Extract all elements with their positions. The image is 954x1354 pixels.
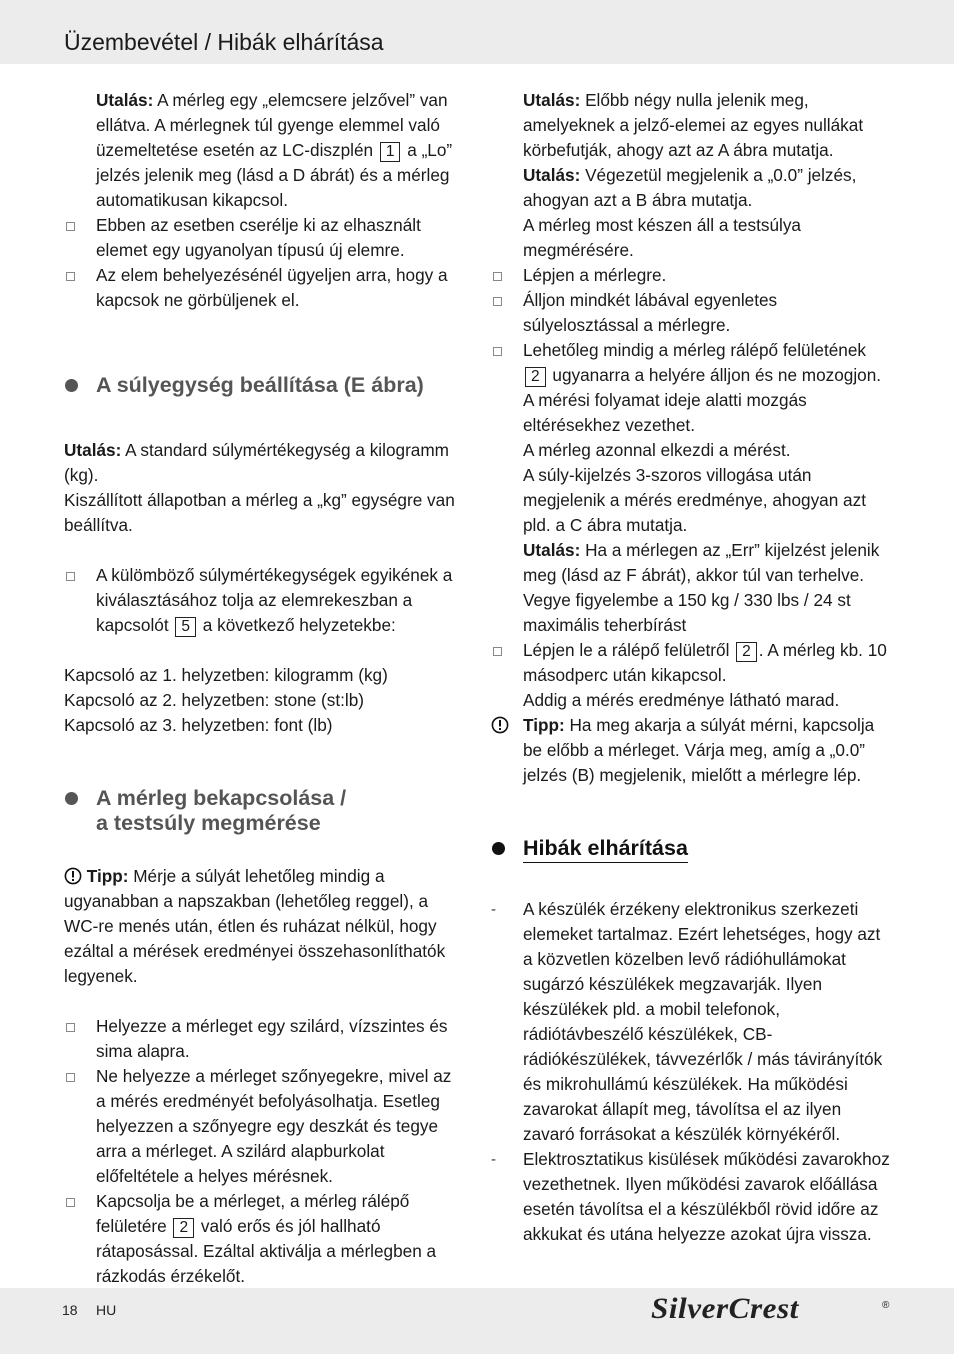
paragraph-result-visible: Addig a mérés eredménye látható marad. bbox=[523, 690, 840, 710]
part-number-box: 5 bbox=[175, 617, 196, 637]
left-column bbox=[64, 88, 464, 1289]
note-text: a „Lo” jelzés jelenik meg (lásd a D ábrát) és a mérleg automatikusan kikapcsol. bbox=[96, 140, 453, 210]
checkbox-bullet-icon bbox=[491, 288, 513, 315]
paragraph-default-unit: Kiszállított állapotban a mérleg a „kg” egységre van beállítva. bbox=[64, 490, 455, 535]
checkbox-bullet-icon bbox=[64, 1064, 86, 1091]
list-item bbox=[64, 213, 464, 263]
part-number-box: 2 bbox=[173, 1218, 194, 1238]
exclamation-icon bbox=[491, 713, 513, 743]
brand-logo: SilverCrest bbox=[651, 1292, 799, 1325]
part-number-box: 1 bbox=[380, 142, 401, 162]
list-item bbox=[64, 263, 464, 313]
note-low-battery bbox=[64, 88, 464, 213]
list-item: Kapcsolja be a mérleget, a mérleg rálépő felületére 2 való erős és jól hallható rátaposással. Ezáltal aktiválja a mérlegben a rázkodás érzékelőt. bbox=[64, 1189, 464, 1289]
footer-bar bbox=[0, 1288, 954, 1354]
list-item: Álljon mindkét lábával egyenletes súlyelosztással a mérlegre. bbox=[491, 288, 891, 338]
tip-text: Mérje a súlyát lehetőleg mindig a ugyanabban a napszakban (lehetőleg reggel), a WC-re menés után, étlen és ruházat nélkül, hogy ezáltal a mérések eredményei összehasonlíthatók legyenek. bbox=[64, 866, 446, 986]
tip-label: Tipp: bbox=[86, 866, 129, 886]
checkbox-bullet-icon bbox=[491, 638, 513, 665]
paragraph-ready: A mérleg most készen áll a testsúlya megmérésére. bbox=[523, 215, 801, 260]
tip-switch-on-first: Tipp: Ha meg akarja a súlyát mérni, kapcsolja be előbb a mérleget. Várja meg, amíg a „0.0” jelzés (B) megjelenik, mielőtt a mérlegre lép. bbox=[491, 713, 891, 788]
note-label: Utalás: bbox=[96, 90, 154, 110]
section-heading-troubleshooting: Hibák elhárítása bbox=[491, 836, 891, 861]
checkbox-bullet-icon bbox=[64, 263, 86, 290]
switch-position-2: Kapcsoló az 2. helyzetben: stone (st:lb) bbox=[64, 690, 364, 710]
page-title: Üzembevétel / Hibák elhárítása bbox=[64, 29, 384, 55]
exclamation-icon bbox=[64, 866, 82, 886]
checkbox-bullet-icon bbox=[64, 563, 86, 590]
page-number: 18 bbox=[62, 1302, 78, 1318]
checkbox-bullet-icon bbox=[64, 213, 86, 240]
right-column bbox=[491, 88, 891, 1247]
bullet-dot-icon bbox=[65, 379, 78, 392]
list-item: Lehetőleg mindig a mérleg rálépő felületének 2 ugyanarra a helyére álljon és ne mozogjon. A mérési folyamat ideje alatti mozgás eltérésekhez vezethet. bbox=[491, 338, 891, 438]
note-text: A mérleg egy „elemcsere jelzővel” van ellátva. A mérlegnek túl gyenge elemmel való üzemeltetése esetén az LC-diszplén bbox=[96, 90, 448, 160]
note-text: A standard súlymértékegység a kilogramm (kg). bbox=[64, 440, 449, 485]
page-language: HU bbox=[96, 1302, 117, 1318]
list-item-text: Ebben az esetben cserélje ki az elhasznált elemet egy ugyanolyan típusú új elemre. bbox=[96, 215, 421, 260]
paragraph-measure-start: A mérleg azonnal elkezdi a mérést. bbox=[523, 440, 791, 460]
checkbox-bullet-icon bbox=[491, 338, 513, 365]
list-item-text: Az elem behelyezésénél ügyeljen arra, hogy a kapcsok ne görbüljenek el. bbox=[96, 265, 448, 310]
part-number-box: 2 bbox=[525, 367, 546, 387]
list-item: Ne helyezze a mérleget szőnyegekre, mivel az a mérés eredményét befolyásolhatja. Esetleg helyezzen a szőnyegre egy deszkát és tegye arra a mérleget. A szilárd alapburkolat előfeltétele a helyes mérésnek. bbox=[64, 1064, 464, 1189]
note-zeros: Utalás: Előbb négy nulla jelenik meg, amelyeknek a jelző-elemei az egyes nullákat körbefutják, ahogy azt az A ábra mutatja. bbox=[523, 90, 864, 160]
dash-bullet-icon: - bbox=[491, 1151, 496, 1168]
checkbox-bullet-icon bbox=[64, 1014, 86, 1041]
checkbox-bullet-icon bbox=[64, 1189, 86, 1216]
paragraph-measure-result: A súly-kijelzés 3-szoros villogása után megjelenik a mérés eredménye, ahogyan azt pld. a C ábra mutatja. bbox=[523, 465, 866, 535]
part-number-box: 2 bbox=[736, 642, 757, 662]
bullet-dot-icon bbox=[492, 842, 505, 855]
list-item: - A készülék érzékeny elektronikus szerkezeti elemeket tartalmaz. Ezért lehetséges, hogy azt a közvetlen közelben levő rádióhullámokat sugárzó készülékek megzavarják. Ilyen készülékek pld. a mobil telefonok, rádiótávbeszélő készülékek, CB-rádiókészülékek, távvezérlők / más távirányítók és mikrohullámú készülékek. Ha működési zavarokat állapít meg, távolítsa el az ilyen zavaró forrásokat a készülék környékéről. bbox=[491, 899, 883, 1144]
note-overload: Utalás: Ha a mérlegen az „Err” kijelzést jelenik meg (lásd az F ábrát), akkor túl van terhelve. Vegye figyelembe a 150 kg / 330 lbs / 24 st maximális teherbírást bbox=[523, 540, 880, 635]
list-item: Helyezze a mérleget egy szilárd, vízszintes és sima alapra. bbox=[64, 1014, 464, 1064]
switch-position-3: Kapcsoló az 3. helyzetben: font (lb) bbox=[64, 715, 333, 735]
checkbox-bullet-icon bbox=[491, 263, 513, 290]
list-item: Lépjen le a rálépő felületről 2 . A mérleg kb. 10 másodperc után kikapcsol. bbox=[491, 638, 891, 688]
list-item: Lépjen a mérlegre. bbox=[491, 263, 891, 288]
note-zero-display: Utalás: Végezetül megjelenik a „0.0” jelzés, ahogyan azt a B ábra mutatja. bbox=[523, 165, 857, 210]
note-standard-unit bbox=[64, 438, 464, 488]
list-item: - Elektrosztatikus kisülések működési zavarokhoz vezethetnek. Ilyen működési zavarok előállása esetén távolítsa el a készülékből rövid időre az akkukat és utána helyezze azokat újra vissza. bbox=[491, 1149, 890, 1244]
dash-bullet-icon: - bbox=[491, 901, 496, 918]
tip-weigh-same-time bbox=[64, 864, 464, 989]
note-label: Utalás: bbox=[64, 440, 122, 460]
registered-mark: ® bbox=[882, 1300, 890, 1311]
section-heading-switch-on: A mérleg bekapcsolása / a testsúly megmérése bbox=[64, 786, 464, 836]
bullet-dot-icon bbox=[65, 792, 78, 805]
list-item: A külömböző súlymértékegységek egyikének a kiválasztásához tolja az elemrekeszban a kapcsolót 5 a következő helyzetekbe: bbox=[64, 563, 464, 638]
switch-position-1: Kapcsoló az 1. helyzetben: kilogramm (kg) bbox=[64, 665, 388, 685]
section-heading-weight-unit: A súlyegység beállítása (E ábra) bbox=[64, 373, 464, 398]
